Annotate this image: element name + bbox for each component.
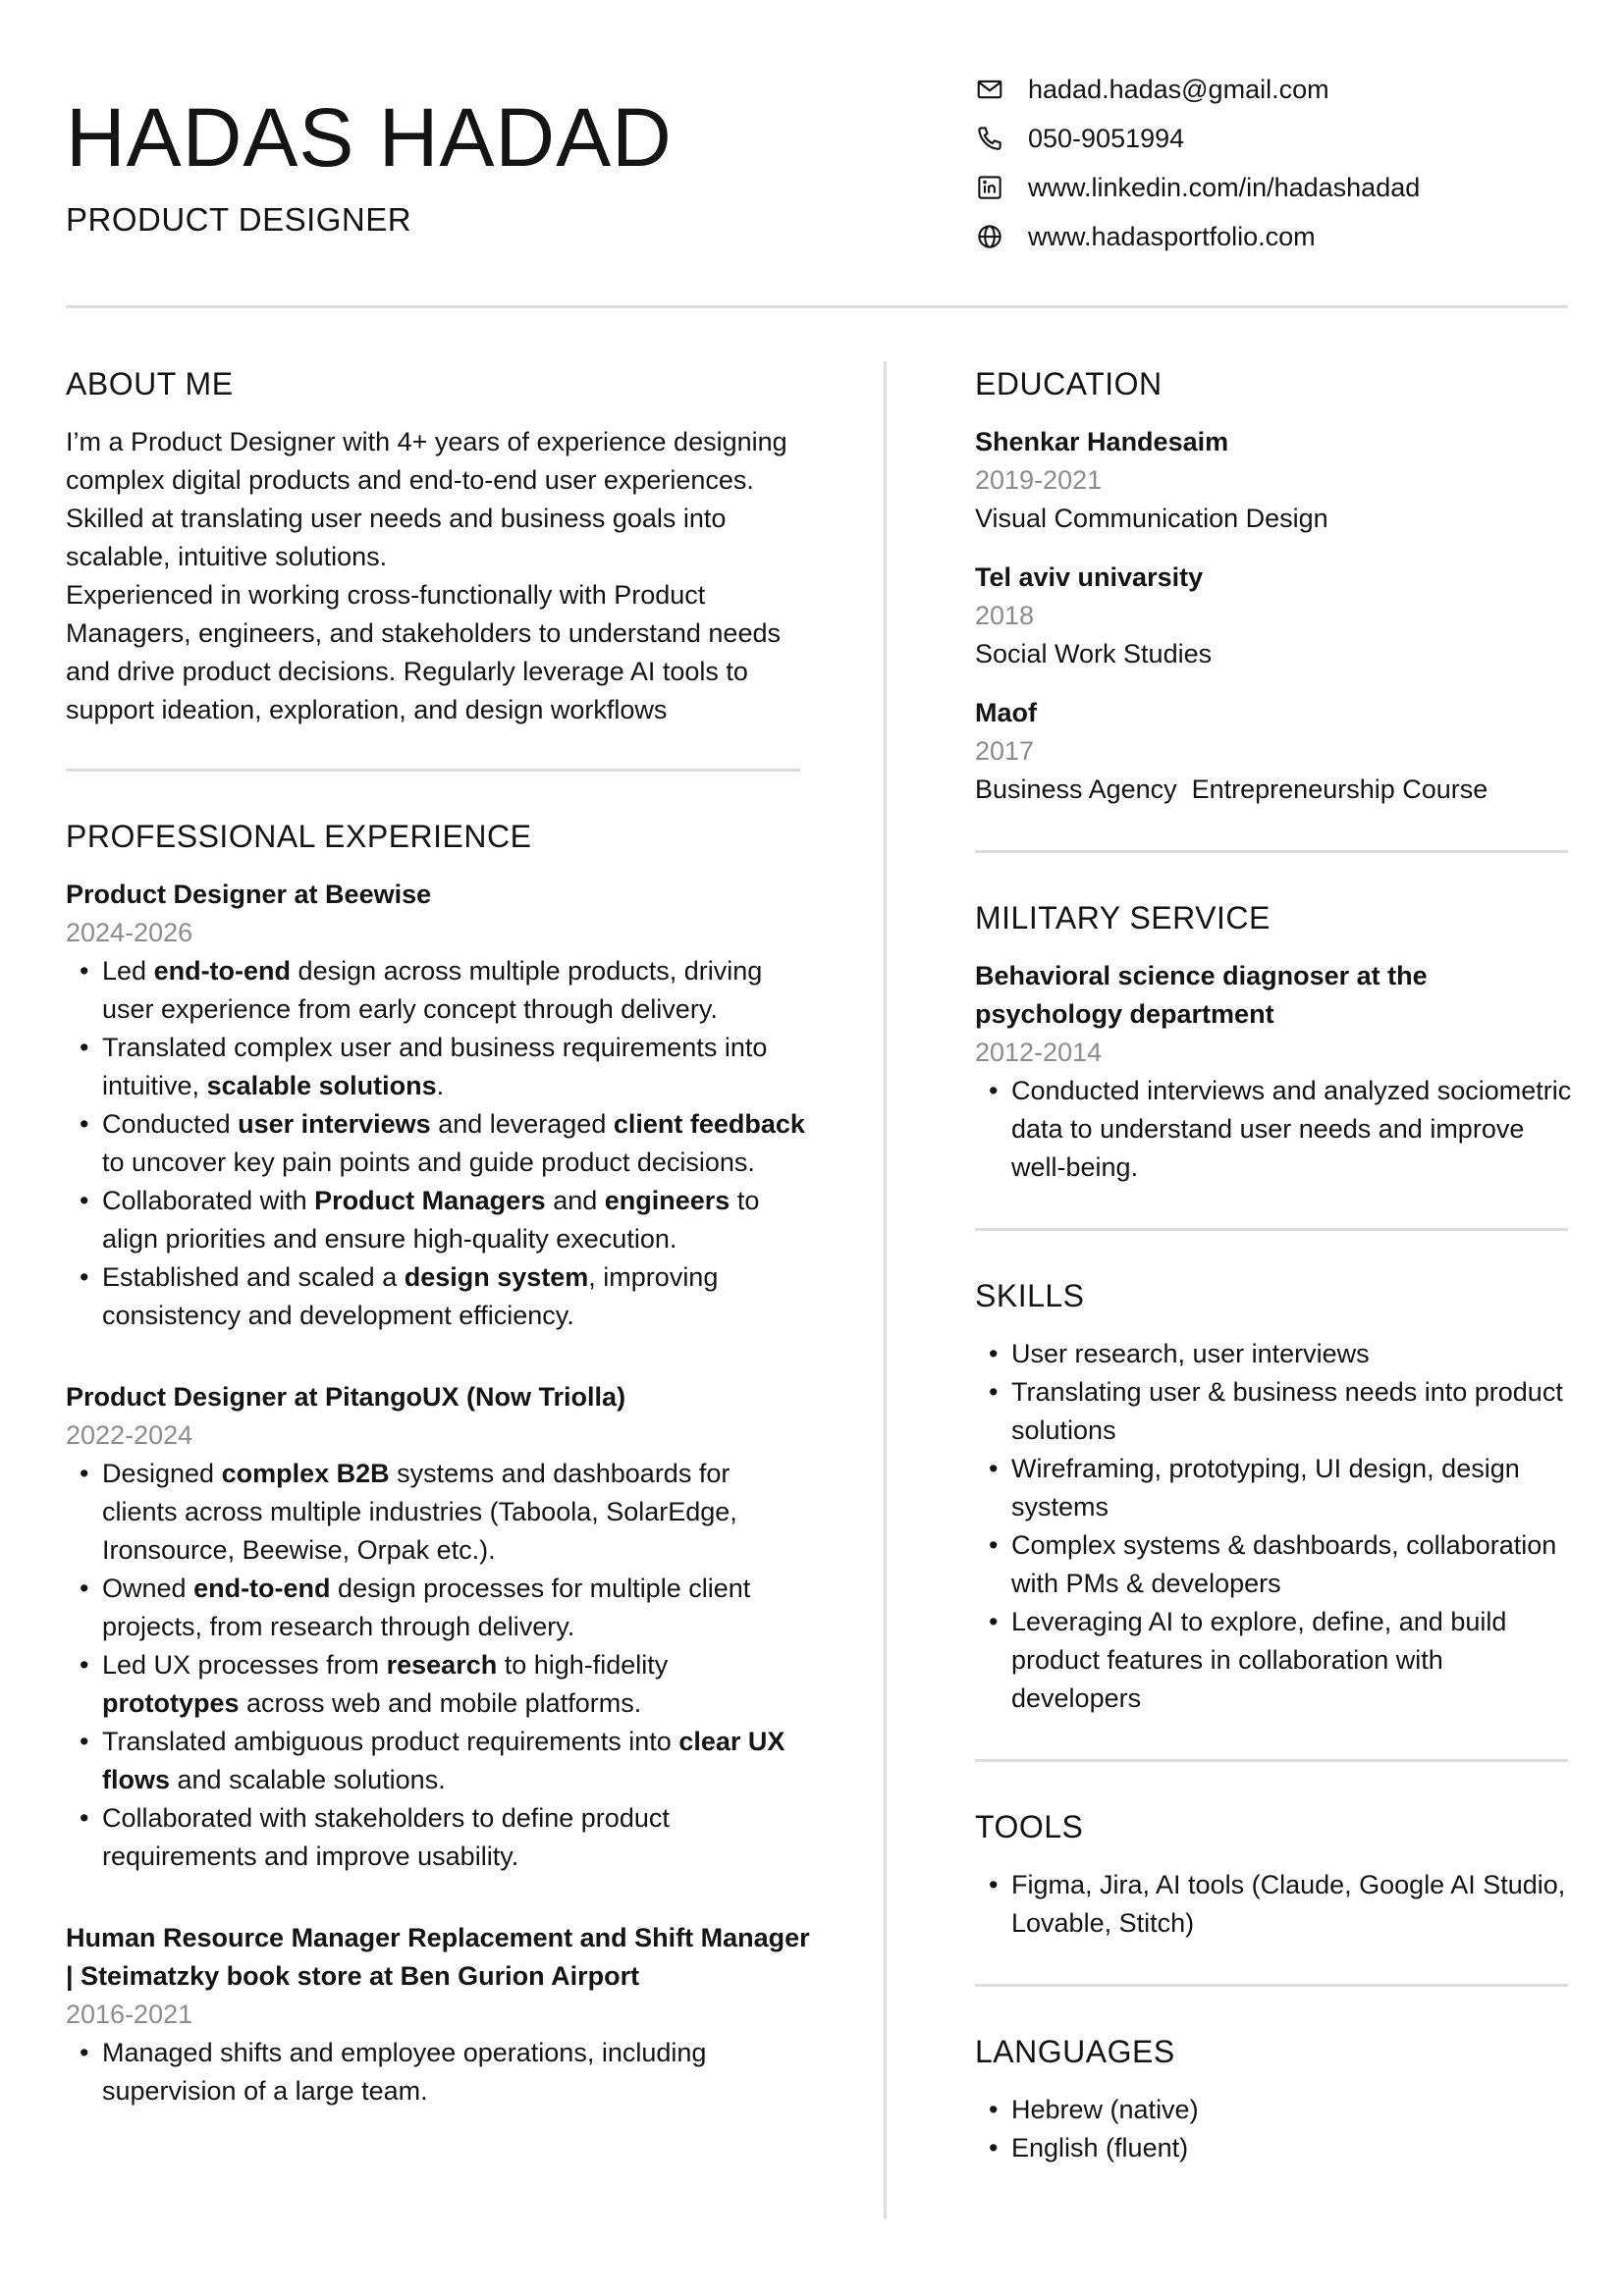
about-text bbox=[66, 423, 812, 729]
job-dates: 2016-2021 bbox=[66, 2000, 193, 2029]
skills-heading: SKILLS bbox=[975, 1278, 1085, 1313]
section-divider bbox=[975, 850, 1568, 853]
job-bullets bbox=[66, 2034, 812, 2110]
contact-website bbox=[975, 212, 1420, 261]
education-section bbox=[975, 364, 1576, 809]
tools-heading: TOOLS bbox=[975, 1809, 1084, 1844]
list-item: • Hebrew (native) bbox=[975, 2091, 1576, 2129]
globe-icon bbox=[975, 222, 1004, 251]
languages-list bbox=[975, 2091, 1576, 2167]
list-item: • Owned end-to-end design processes for multiple client projects, from research through delivery. bbox=[66, 1570, 812, 1646]
job-entry bbox=[66, 1378, 812, 1876]
section-divider bbox=[975, 1228, 1568, 1231]
contact-phone bbox=[975, 114, 1420, 163]
contact-email-text[interactable]: hadad.hadas@gmail.com bbox=[1028, 74, 1329, 104]
job-entry bbox=[66, 1919, 812, 2110]
education-dates: 2019-2021 bbox=[975, 465, 1103, 495]
education-entry bbox=[975, 423, 1576, 538]
list-item: • Leveraging AI to explore, define, and build product features in collaboration with developers bbox=[975, 1603, 1576, 1718]
school-name: Tel aviv univarsity bbox=[975, 562, 1204, 592]
resume-name: HADAS HADAD bbox=[66, 91, 673, 184]
languages-section bbox=[975, 2032, 1576, 2167]
mail-icon bbox=[975, 75, 1004, 104]
skills-section bbox=[975, 1276, 1576, 1718]
phone-icon bbox=[975, 124, 1004, 153]
section-divider bbox=[975, 1984, 1568, 1987]
about-section bbox=[66, 364, 812, 729]
contact-linkedin bbox=[975, 163, 1420, 212]
about-heading: ABOUT ME bbox=[66, 366, 234, 401]
job-bullets bbox=[66, 952, 812, 1335]
list-item: • Collaborated with Product Managers and engineers to align priorities and ensure high-quality execution. bbox=[66, 1182, 812, 1258]
about-paragraph: I’m a Product Designer with 4+ years of experience designing complex digital products and end-to-end user experiences. bbox=[66, 427, 787, 495]
education-field: Social Work Studies bbox=[975, 639, 1213, 668]
contact-website-text[interactable]: www.hadasportfolio.com bbox=[1028, 221, 1316, 251]
education-heading: EDUCATION bbox=[975, 366, 1163, 401]
list-item: • Translated ambiguous product requirements into clear UX flows and scalable solutions. bbox=[66, 1723, 812, 1799]
job-title: Human Resource Manager Replacement and Shift Manager | Steimatzky book store at Ben Gurion Airport bbox=[66, 1923, 810, 1991]
military-heading: MILITARY SERVICE bbox=[975, 900, 1271, 935]
education-dates: 2018 bbox=[975, 601, 1035, 630]
skills-list bbox=[975, 1335, 1576, 1718]
list-item: • Translated complex user and business requirements into intuitive, scalable solutions. bbox=[66, 1029, 812, 1105]
languages-heading: LANGUAGES bbox=[975, 2034, 1175, 2069]
list-item: • Wireframing, prototyping, UI design, design systems bbox=[975, 1450, 1576, 1526]
military-title: Behavioral science diagnoser at the psychology department bbox=[975, 961, 1428, 1029]
tools-section bbox=[975, 1807, 1576, 1943]
education-entry bbox=[975, 559, 1576, 673]
education-field: Business Agency Entrepreneurship Course bbox=[975, 774, 1488, 804]
military-dates: 2012-2014 bbox=[975, 1038, 1103, 1067]
experience-heading: PROFESSIONAL EXPERIENCE bbox=[66, 819, 532, 854]
military-bullets bbox=[975, 1072, 1576, 1187]
list-item: • Managed shifts and employee operations, including supervision of a large team. bbox=[66, 2034, 812, 2110]
job-title: Product Designer at Beewise bbox=[66, 880, 432, 909]
job-dates: 2022-2024 bbox=[66, 1420, 193, 1450]
list-item: • Designed complex B2B systems and dashboards for clients across multiple industries (Taboola, SolarEdge, Ironsource, Beewise, Orpak etc.). bbox=[66, 1455, 812, 1570]
tools-list bbox=[975, 1866, 1576, 1943]
list-item: • Led end-to-end design across multiple products, driving user experience from early concept through delivery. bbox=[66, 952, 812, 1029]
right-column bbox=[975, 364, 1576, 2167]
list-item: • Conducted interviews and analyzed sociometric data to understand user needs and improve well-being. bbox=[975, 1072, 1576, 1187]
list-item: • Established and scaled a design system, improving consistency and development efficiency. bbox=[66, 1258, 812, 1335]
job-entry bbox=[66, 876, 812, 1335]
section-divider bbox=[66, 769, 800, 772]
contact-linkedin-text[interactable]: www.linkedin.com/in/hadashadad bbox=[1028, 172, 1421, 202]
education-field: Visual Communication Design bbox=[975, 504, 1328, 533]
contact-phone-text[interactable]: 050-9051994 bbox=[1028, 123, 1185, 153]
school-name: Maof bbox=[975, 698, 1037, 727]
list-item: • English (fluent) bbox=[975, 2129, 1576, 2167]
school-name: Shenkar Handesaim bbox=[975, 427, 1229, 456]
list-item: • Led UX processes from research to high-fidelity prototypes across web and mobile platforms. bbox=[66, 1646, 812, 1723]
list-item: • Complex systems & dashboards, collaboration with PMs & developers bbox=[975, 1526, 1576, 1603]
military-section bbox=[975, 898, 1576, 1187]
contact-email bbox=[975, 65, 1420, 114]
about-paragraph: Experienced in working cross-functionally with Product Managers, engineers, and stakeholders to understand needs and drive product decisions. Regularly leverage AI tools to support ideation, exploration, and design workflows bbox=[66, 580, 781, 724]
left-column bbox=[66, 364, 812, 2110]
list-item: • Figma, Jira, AI tools (Claude, Google AI Studio, Lovable, Stitch) bbox=[975, 1866, 1576, 1943]
resume-role: PRODUCT DESIGNER bbox=[66, 201, 412, 238]
job-dates: 2024-2026 bbox=[66, 918, 193, 947]
education-entry bbox=[975, 694, 1576, 809]
about-paragraph: Skilled at translating user needs and business goals into scalable, intuitive solutions. bbox=[66, 504, 727, 571]
list-item: • Conducted user interviews and leveraged client feedback to uncover key pain points and guide product decisions. bbox=[66, 1105, 812, 1182]
education-dates: 2017 bbox=[975, 736, 1035, 766]
linkedin-icon bbox=[975, 173, 1004, 202]
section-divider bbox=[975, 1759, 1568, 1762]
column-divider bbox=[884, 361, 887, 2218]
job-title: Product Designer at PitangoUX (Now Triolla) bbox=[66, 1382, 626, 1412]
list-item: • Translating user & business needs into product solutions bbox=[975, 1373, 1576, 1450]
header-divider bbox=[66, 305, 1568, 308]
experience-section bbox=[66, 817, 812, 2110]
job-bullets bbox=[66, 1455, 812, 1876]
list-item: • User research, user interviews bbox=[975, 1335, 1576, 1373]
contact-list bbox=[975, 65, 1420, 261]
list-item: • Collaborated with stakeholders to define product requirements and improve usability. bbox=[66, 1799, 812, 1876]
